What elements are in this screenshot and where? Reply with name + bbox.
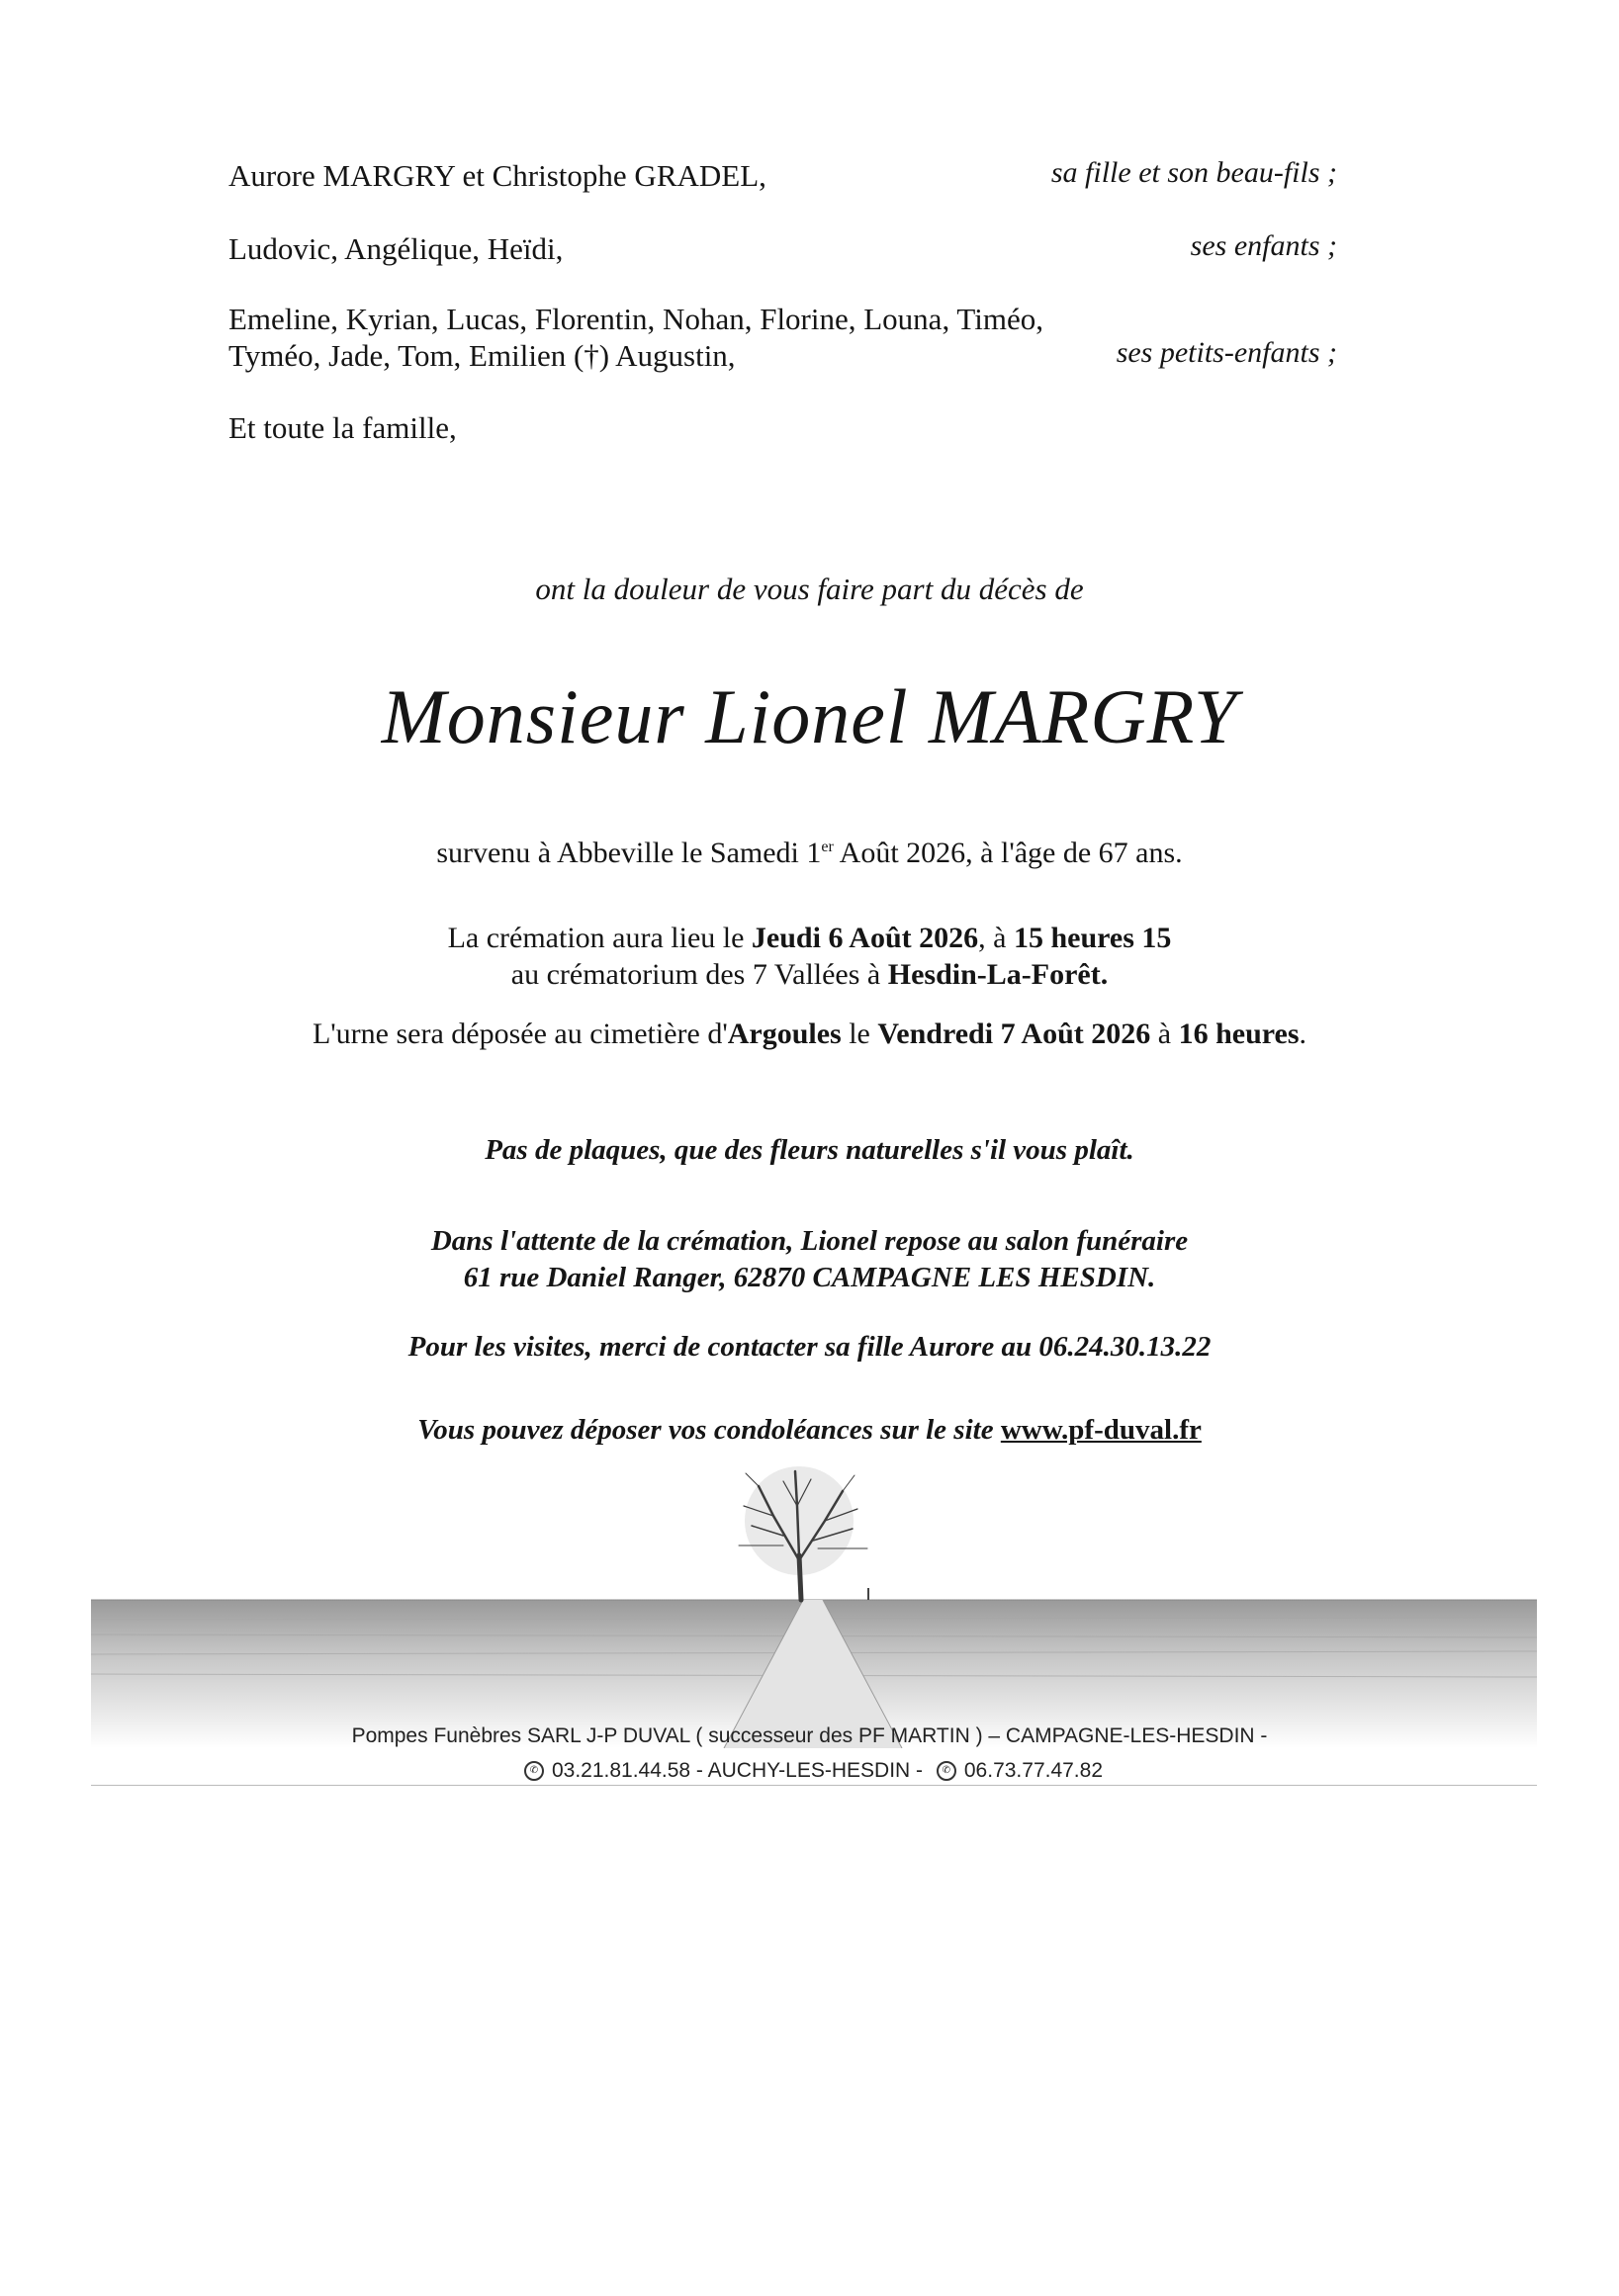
website-link[interactable]: www.pf-duval.fr	[1000, 1414, 1202, 1446]
relation-3: ses petits-enfants ;	[1116, 336, 1337, 369]
family-line-3a: Emeline, Kyrian, Lucas, Florentin, Nohan, Florine, Louna, Timéo,	[228, 302, 1043, 336]
death-info: survenu à Abbeville le Samedi 1er Août 2026, à l'âge de 67 ans.	[436, 837, 1183, 869]
condolences-note: Vous pouvez déposer vos condoléances sur le site www.pf-duval.fr	[417, 1414, 1202, 1446]
rest-line-2: 61 rue Daniel Ranger, 62870 CAMPAGNE LES HESDIN.	[463, 1262, 1156, 1293]
phone-icon: ✆	[524, 1761, 544, 1781]
landscape-tree-image	[91, 1461, 1537, 1748]
footer-line-2: ✆ 03.21.81.44.58 - AUCHY-LES-HESDIN - ✆ 06.73.77.47.82	[0, 1753, 1619, 1788]
footer-line-1: Pompes Funèbres SARL J-P DUVAL ( successeur des PF MARTIN ) – CAMPAGNE-LES-HESDIN -	[351, 1724, 1268, 1747]
family-line-4: Et toute la famille,	[228, 410, 457, 445]
family-line-3b: Tyméo, Jade, Tom, Emilien (†) Augustin,	[228, 338, 736, 373]
intro-text: ont la douleur de vous faire part du décès de	[535, 572, 1084, 606]
flowers-note: Pas de plaques, que des fleurs naturelles s'il vous plaît.	[485, 1134, 1134, 1166]
rest-line-1: Dans l'attente de la crémation, Lionel repose au salon funéraire	[430, 1225, 1189, 1257]
visits-note: Pour les visites, merci de contacter sa fille Aurore au 06.24.30.13.22	[407, 1331, 1212, 1363]
relation-2: ses enfants ;	[1190, 229, 1337, 262]
family-line-2: Ludovic, Angélique, Heïdi,	[228, 231, 564, 266]
deceased-name: Monsieur Lionel MARGRY	[381, 673, 1238, 759]
footer-rule	[91, 1785, 1537, 1786]
cremation-info: La crémation aura lieu le Jeudi 6 Août 2026, à 15 heures 15 au crématorium des 7 Vallées à Hesdin-La-Forêt.	[447, 922, 1172, 991]
phone-icon: ✆	[937, 1761, 956, 1781]
urn-info: L'urne sera déposée au cimetière d'Argoules le Vendredi 7 Août 2026 à 16 heures.	[312, 1017, 1307, 1050]
family-line-1: Aurore MARGRY et Christophe GRADEL,	[228, 158, 766, 193]
relation-1: sa fille et son beau-fils ;	[1050, 156, 1337, 189]
